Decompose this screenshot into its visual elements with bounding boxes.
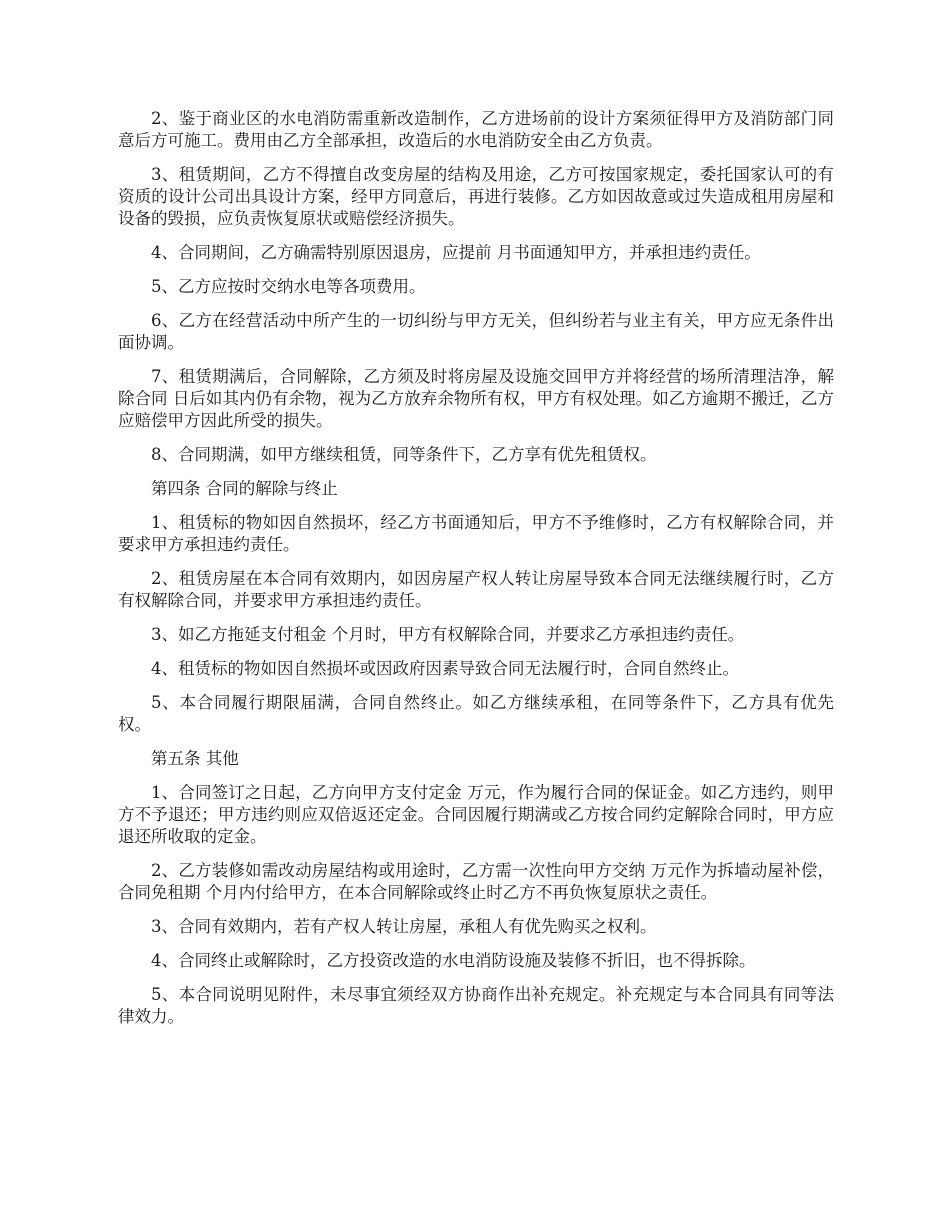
clause-5-2: 2、乙方装修如需改动房屋结构或用途时，乙方需一次性向甲方交纳 万元作为拆墙动屋补偿，合同免租期 个月内付给甲方，在本合同解除或终止时乙方不再负恢复原状之责任。 bbox=[118, 861, 834, 902]
clause-4-4: 4、租赁标的物如因自然损坏或因政府因素导致合同无法履行时，合同自然终止。 bbox=[151, 659, 739, 678]
clause-3-6: 6、乙方在经营活动中所产生的一切纠纷与甲方无关，但纠纷若与业主有关，甲方应无条件出面协调。 bbox=[118, 311, 834, 352]
clause-3-8: 8、合同期满，如甲方继续租赁，同等条件下，乙方享有优先租赁权。 bbox=[151, 445, 657, 464]
clause-3-5: 5、乙方应按时交纳水电等各项费用。 bbox=[151, 277, 426, 296]
clause-3-7: 7、租赁期满后，合同解除，乙方须及时将房屋及设施交回甲方并将经营的场所清理洁净，解除合同 日后如其内仍有余物，视为乙方放弃余物所有权，甲方有权处理。如乙方逾期不搬迁，乙方应赔偿甲方因此所受的损失。 bbox=[118, 367, 834, 430]
clause-5-4: 4、合同终止或解除时，乙方投资改造的水电消防设施及装修不折旧，也不得拆除。 bbox=[151, 951, 756, 970]
clause-3-3: 3、租赁期间，乙方不得擅自改变房屋的结构及用途，乙方可按国家规定，委托国家认可的有资质的设计公司出具设计方案，经甲方同意后，再进行装修。乙方如因故意或过失造成租用房屋和设备的毁损，应负责恢复原状或赔偿经济损失。 bbox=[118, 165, 834, 228]
clause-3-2: 2、鉴于商业区的水电消防需重新改造制作，乙方进场前的设计方案须征得甲方及消防部门同意后方可施工。费用由乙方全部承担，改造后的水电消防安全由乙方负责。 bbox=[118, 109, 834, 150]
clause-4-1: 1、租赁标的物如因自然损坏，经乙方书面通知后，甲方不予维修时，乙方有权解除合同，并要求甲方承担违约责任。 bbox=[118, 513, 834, 554]
clause-5-5: 5、本合同说明见附件，未尽事宜须经双方协商作出补充规定。补充规定与本合同具有同等法律效力。 bbox=[118, 985, 834, 1026]
clause-4-5: 5、本合同履行期限届满，合同自然终止。如乙方继续承租，在同等条件下，乙方具有优先权。 bbox=[118, 693, 834, 734]
clause-3-4: 4、合同期间，乙方确需特别原因退房，应提前 月书面通知甲方，并承担违约责任。 bbox=[151, 243, 761, 262]
section-5-heading: 第五条 其他 bbox=[151, 749, 239, 768]
clause-5-1: 1、合同签订之日起，乙方向甲方支付定金 万元，作为履行合同的保证金。如乙方违约，则甲方不予退还；甲方违约则应双倍返还定金。合同因履行期满或乙方按合同约定解除合同时，甲方应退还所收取的定金。 bbox=[118, 783, 834, 846]
clause-4-3: 3、如乙方拖延支付租金 个月时，甲方有权解除合同，并要求乙方承担违约责任。 bbox=[151, 625, 745, 644]
clause-4-2: 2、租赁房屋在本合同有效期内，如因房屋产权人转让房屋导致本合同无法继续履行时，乙方有权解除合同，并要求甲方承担违约责任。 bbox=[118, 569, 834, 610]
section-4-heading: 第四条 合同的解除与终止 bbox=[151, 479, 338, 498]
document-page bbox=[118, 108, 834, 1040]
clause-5-3: 3、合同有效期内，若有产权人转让房屋，承租人有优先购买之权利。 bbox=[151, 917, 657, 936]
